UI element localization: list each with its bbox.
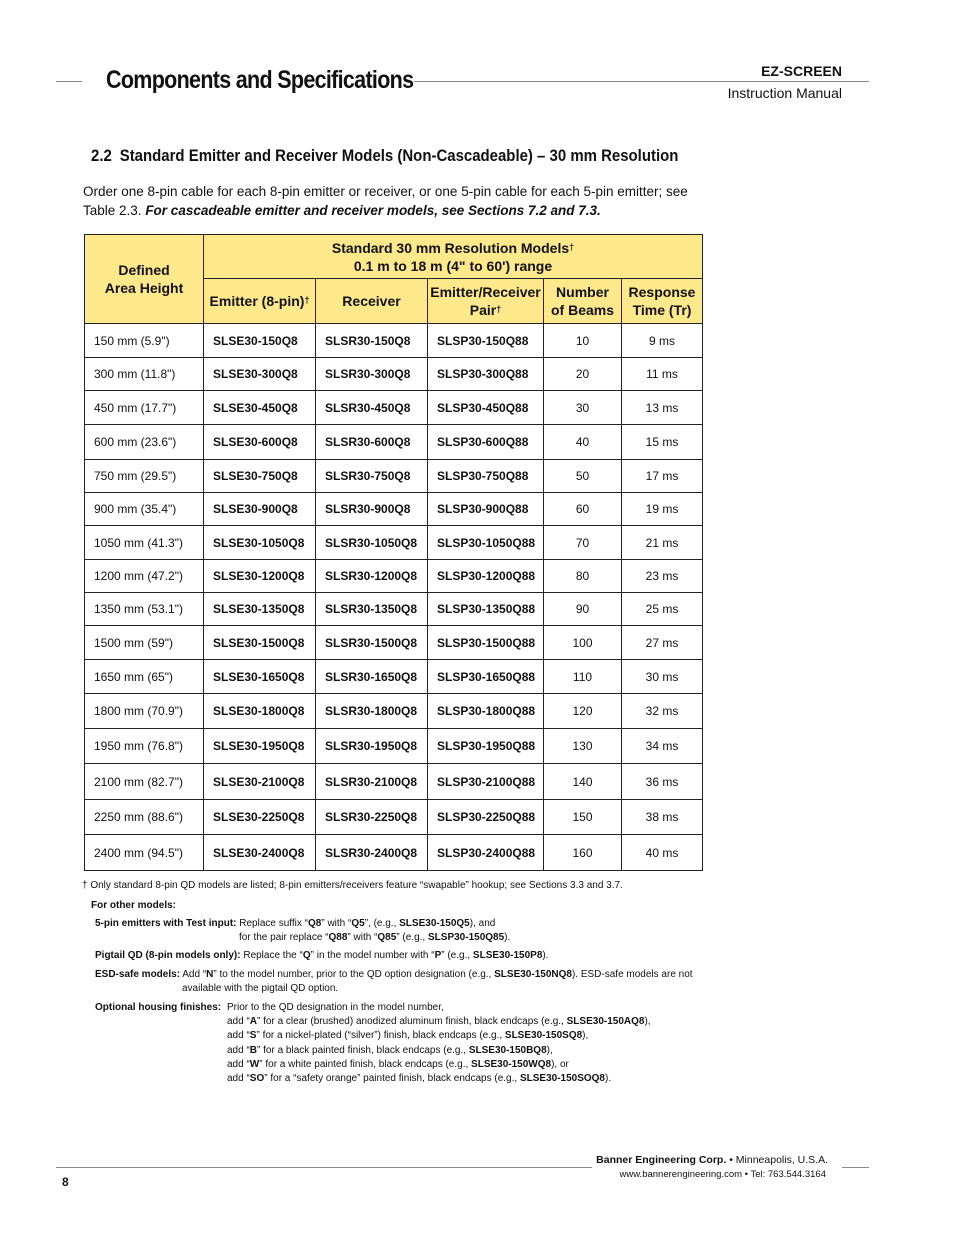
cell-beam-count: 50: [544, 460, 622, 493]
cell-defined-area: 1200 mm (47.2"): [85, 560, 204, 593]
section-heading: [91, 146, 678, 166]
note-housing-label: Optional housing finishes:: [95, 1002, 222, 1013]
table-row: [85, 425, 703, 460]
cell-receiver-model: SLSR30-150Q8: [316, 324, 428, 358]
cell-emitter-model: SLSE30-1800Q8: [204, 694, 316, 729]
cell-receiver-model: SLSR30-2250Q8: [316, 800, 428, 835]
cell-response-time: 17 ms: [622, 460, 703, 493]
cell-response-time: 27 ms: [622, 626, 703, 660]
dagger-mark: †: [496, 304, 502, 314]
footer-rule-right: [842, 1167, 869, 1168]
housing-finish-item: add “S” for a nickel-plated (“silver”) finish, black endcaps (e.g., SLSE30-150SQ8),: [227, 1030, 589, 1042]
cell-defined-area: 450 mm (17.7"): [85, 391, 204, 425]
cell-receiver-model: SLSR30-1950Q8: [316, 729, 428, 764]
cell-pair-model: SLSP30-2100Q88: [428, 764, 544, 800]
cell-response-time: 21 ms: [622, 526, 703, 560]
cell-defined-area: 300 mm (11.8"): [85, 358, 204, 391]
table-row: [85, 764, 703, 800]
cell-pair-model: SLSP30-1500Q88: [428, 626, 544, 660]
cell-pair-model: SLSP30-2400Q88: [428, 835, 544, 871]
footer-company: Banner Engineering Corp. • Minneapolis, U.S.A.: [596, 1154, 828, 1166]
table-row: [85, 835, 703, 871]
cell-receiver-model: SLSR30-2100Q8: [316, 764, 428, 800]
cell-response-time: 11 ms: [622, 358, 703, 391]
cell-defined-area: 1800 mm (70.9"): [85, 694, 204, 729]
cell-defined-area: 150 mm (5.9"): [85, 324, 204, 358]
cell-emitter-model: SLSE30-150Q8: [204, 324, 316, 358]
note-esd-line2: available with the pigtail QD option.: [182, 983, 339, 994]
cell-response-time: 19 ms: [622, 493, 703, 526]
intro-paragraph: [83, 182, 703, 220]
col-header-group: Standard 30 mm Resolution Models† 0.1 m to 18 m (4" to 60') range: [204, 235, 703, 279]
cell-beam-count: 110: [544, 660, 622, 694]
housing-finish-item: add “A” for a clear (brushed) anodized aluminum finish, black endcaps (e.g., SLSE30-150AQ8),: [227, 1016, 651, 1027]
cell-beam-count: 160: [544, 835, 622, 871]
cell-response-time: 25 ms: [622, 593, 703, 626]
cell-defined-area: 1050 mm (41.3"): [85, 526, 204, 560]
cell-defined-area: 900 mm (35.4"): [85, 493, 204, 526]
cell-pair-model: SLSP30-600Q88: [428, 425, 544, 460]
section-title: Standard Emitter and Receiver Models (Non-Cascadeable) – 30 mm Resolution: [119, 146, 679, 165]
cell-defined-area: 2400 mm (94.5"): [85, 835, 204, 871]
table-row: [85, 593, 703, 626]
cell-beam-count: 140: [544, 764, 622, 800]
cell-pair-model: SLSP30-1350Q88: [428, 593, 544, 626]
cell-beam-count: 130: [544, 729, 622, 764]
cell-beam-count: 60: [544, 493, 622, 526]
cell-defined-area: 1950 mm (76.8"): [85, 729, 204, 764]
header-rule-right: [414, 81, 869, 82]
cell-receiver-model: SLSR30-1500Q8: [316, 626, 428, 660]
cell-emitter-model: SLSE30-2100Q8: [204, 764, 316, 800]
note-pigtail: Pigtail QD (8-pin models only): Replace the “Q” in the model number with “P” (e.g., SLSE30-150P8).: [95, 950, 549, 961]
cell-beam-count: 90: [544, 593, 622, 626]
housing-finish-item: add “SO” for a “safety orange” painted finish, black endcaps (e.g., SLSE30-150SOQ8).: [227, 1073, 612, 1085]
cell-response-time: 13 ms: [622, 391, 703, 425]
housing-finish-item: add “B” for a black painted finish, black endcaps (e.g., SLSE30-150BQ8),: [227, 1044, 553, 1056]
table-row: [85, 493, 703, 526]
note-housing-intro: Prior to the QD designation in the model number,: [227, 1002, 444, 1013]
cell-beam-count: 100: [544, 626, 622, 660]
cell-defined-area: 2250 mm (88.6"): [85, 800, 204, 835]
table-row: [85, 729, 703, 764]
table-row: [85, 694, 703, 729]
intro-emphasis: For cascadeable emitter and receiver models, see Sections 7.2 and 7.3.: [145, 203, 601, 218]
footer-contact: www.bannerengineering.com • Tel: 763.544.3164: [619, 1169, 826, 1180]
other-models-heading: For other models:: [91, 900, 177, 911]
cell-emitter-model: SLSE30-750Q8: [204, 460, 316, 493]
cell-beam-count: 70: [544, 526, 622, 560]
cell-response-time: 15 ms: [622, 425, 703, 460]
dagger-mark: †: [304, 295, 310, 305]
cell-beam-count: 30: [544, 391, 622, 425]
cell-emitter-model: SLSE30-1950Q8: [204, 729, 316, 764]
table-row: [85, 526, 703, 560]
cell-emitter-model: SLSE30-2400Q8: [204, 835, 316, 871]
cell-pair-model: SLSP30-1050Q88: [428, 526, 544, 560]
intro-text: Order one 8-pin cable for each 8-pin emitter or receiver, or one 5-pin cable for each 5-pin emitter; see Table 2.3.: [83, 184, 688, 218]
document-name: EZ-SCREEN: [761, 63, 842, 79]
cell-pair-model: SLSP30-300Q88: [428, 358, 544, 391]
col-header-beams: Number of Beams: [544, 279, 622, 324]
cell-defined-area: 2100 mm (82.7"): [85, 764, 204, 800]
table-row: [85, 460, 703, 493]
cell-receiver-model: SLSR30-1800Q8: [316, 694, 428, 729]
cell-beam-count: 40: [544, 425, 622, 460]
cell-response-time: 34 ms: [622, 729, 703, 764]
table-row: [85, 324, 703, 358]
note-five-pin: 5-pin emitters with Test input: Replace suffix “Q8” with “Q5”, (e.g., SLSE30-150Q5), and: [95, 918, 496, 929]
cell-pair-model: SLSP30-2250Q88: [428, 800, 544, 835]
cell-emitter-model: SLSE30-900Q8: [204, 493, 316, 526]
cell-defined-area: 750 mm (29.5"): [85, 460, 204, 493]
col-header-defined-area: Defined Area Height: [85, 235, 204, 324]
header-rule-left: [56, 81, 82, 82]
table-row: [85, 391, 703, 425]
cell-defined-area: 600 mm (23.6"): [85, 425, 204, 460]
cell-receiver-model: SLSR30-1200Q8: [316, 560, 428, 593]
cell-emitter-model: SLSE30-600Q8: [204, 425, 316, 460]
note-five-pin-pair: for the pair replace “Q88” with “Q85” (e.g., SLSP30-150Q85).: [239, 932, 511, 943]
cell-receiver-model: SLSR30-600Q8: [316, 425, 428, 460]
cell-receiver-model: SLSR30-1650Q8: [316, 660, 428, 694]
cell-pair-model: SLSP30-900Q88: [428, 493, 544, 526]
dagger-mark: †: [569, 241, 575, 252]
table-row: [85, 358, 703, 391]
cell-defined-area: 1650 mm (65"): [85, 660, 204, 694]
cell-emitter-model: SLSE30-2250Q8: [204, 800, 316, 835]
cell-emitter-model: SLSE30-450Q8: [204, 391, 316, 425]
cell-receiver-model: SLSR30-2400Q8: [316, 835, 428, 871]
cell-receiver-model: SLSR30-1050Q8: [316, 526, 428, 560]
cell-defined-area: 1500 mm (59"): [85, 626, 204, 660]
cell-emitter-model: SLSE30-300Q8: [204, 358, 316, 391]
cell-beam-count: 150: [544, 800, 622, 835]
cell-response-time: 38 ms: [622, 800, 703, 835]
cell-pair-model: SLSP30-1800Q88: [428, 694, 544, 729]
cell-pair-model: SLSP30-750Q88: [428, 460, 544, 493]
cell-beam-count: 120: [544, 694, 622, 729]
table-header-row: [85, 235, 703, 279]
cell-response-time: 30 ms: [622, 660, 703, 694]
cell-pair-model: SLSP30-1650Q88: [428, 660, 544, 694]
cell-emitter-model: SLSE30-1050Q8: [204, 526, 316, 560]
cell-emitter-model: SLSE30-1500Q8: [204, 626, 316, 660]
housing-finish-item: add “W” for a white painted finish, black endcaps (e.g., SLSE30-150WQ8), or: [227, 1058, 569, 1070]
cell-response-time: 36 ms: [622, 764, 703, 800]
cell-emitter-model: SLSE30-1650Q8: [204, 660, 316, 694]
document-subtitle: Instruction Manual: [727, 85, 842, 101]
col-header-emitter: Emitter (8-pin)†: [204, 279, 316, 324]
table-row: [85, 660, 703, 694]
cell-receiver-model: SLSR30-1350Q8: [316, 593, 428, 626]
cell-pair-model: SLSP30-1950Q88: [428, 729, 544, 764]
page-number: 8: [62, 1175, 69, 1189]
footer-rule-left: [56, 1167, 592, 1168]
col-header-response: Response Time (Tr): [622, 279, 703, 324]
cell-defined-area: 1350 mm (53.1"): [85, 593, 204, 626]
cell-response-time: 9 ms: [622, 324, 703, 358]
footnote: † Only standard 8-pin QD models are listed; 8-pin emitters/receivers feature “swapable” hookup; see Sections 3.3 and 3.7.: [82, 880, 623, 891]
note-esd: ESD-safe models: Add “N” to the model number, prior to the QD option designation (e.g., SLSE30-150NQ8). ESD-safe models are not: [95, 969, 693, 980]
table-row: [85, 626, 703, 660]
table-row: [85, 800, 703, 835]
models-table: [84, 234, 703, 871]
cell-response-time: 23 ms: [622, 560, 703, 593]
cell-receiver-model: SLSR30-450Q8: [316, 391, 428, 425]
cell-response-time: 32 ms: [622, 694, 703, 729]
cell-response-time: 40 ms: [622, 835, 703, 871]
cell-pair-model: SLSP30-150Q88: [428, 324, 544, 358]
cell-pair-model: SLSP30-450Q88: [428, 391, 544, 425]
page-title: Components and Specifications: [106, 66, 414, 94]
cell-beam-count: 20: [544, 358, 622, 391]
cell-beam-count: 80: [544, 560, 622, 593]
cell-beam-count: 10: [544, 324, 622, 358]
cell-emitter-model: SLSE30-1200Q8: [204, 560, 316, 593]
section-number: 2.2: [91, 146, 112, 165]
cell-emitter-model: SLSE30-1350Q8: [204, 593, 316, 626]
cell-pair-model: SLSP30-1200Q88: [428, 560, 544, 593]
dagger-mark: †: [82, 880, 88, 891]
cell-receiver-model: SLSR30-300Q8: [316, 358, 428, 391]
table-row: [85, 560, 703, 593]
cell-receiver-model: SLSR30-750Q8: [316, 460, 428, 493]
col-header-pair: Emitter/Receiver Pair†: [428, 279, 544, 324]
col-header-receiver: Receiver: [316, 279, 428, 324]
cell-receiver-model: SLSR30-900Q8: [316, 493, 428, 526]
